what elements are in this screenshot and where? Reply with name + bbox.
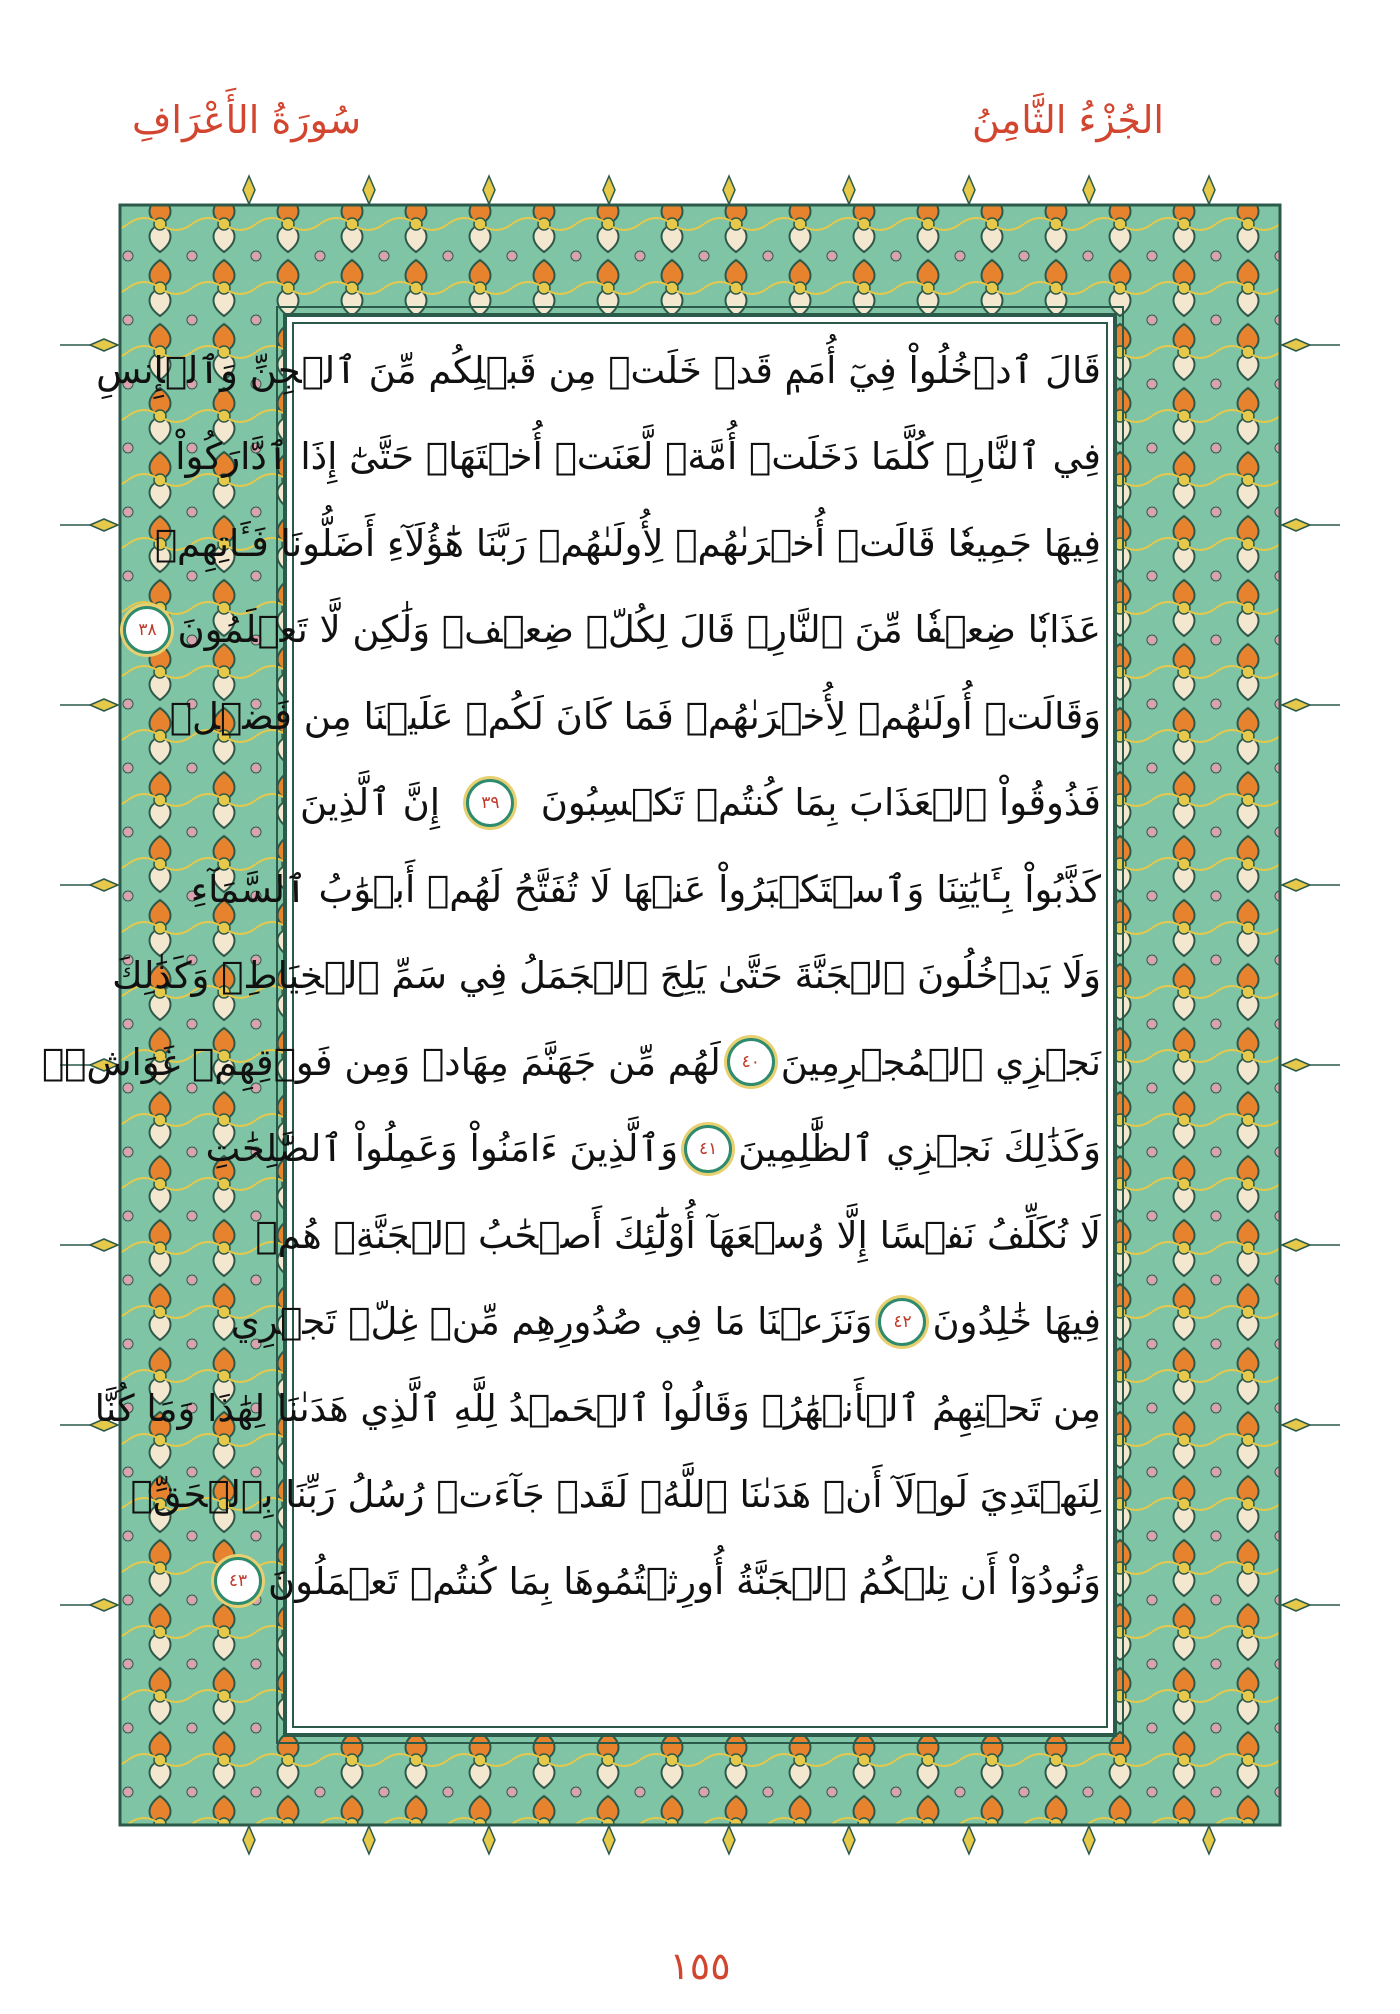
text-line-13	[94, 1365, 1101, 1452]
line-text: وَنَزَعۡنَا مَا فِي صُدُورِهِم مِّنۡ غِلّٖ تَجۡرِي	[230, 1300, 873, 1344]
line-text: وَلَا يَدۡخُلُونَ ٱلۡجَنَّةَ حَتَّىٰ يَلِجَ ٱلۡجَمَلُ فِي سَمِّ ٱلۡخِيَاطِۚ وَكَذَٰلِكَ	[112, 954, 1101, 998]
text-line-2	[175, 414, 1101, 501]
line-text: لِنَهۡتَدِيَ لَوۡلَآ أَنۡ هَدَىٰنَا ٱللَّهُۖ لَقَدۡ جَآءَتۡ رُسُلُ رَبِّنَا بِٱلۡحَقِّۖ	[130, 1473, 1101, 1517]
line-text: وَنُودُوٓاْ أَن تِلۡكُمُ ٱلۡجَنَّةُ أُورِثۡتُمُوهَا بِمَا كُنتُمۡ تَعۡمَلُونَ	[267, 1559, 1101, 1603]
verse-marker: ٤٢	[878, 1298, 926, 1346]
text-line-1	[96, 327, 1101, 414]
text-line-7	[190, 846, 1101, 933]
line-text: فِي ٱلنَّارِۖ كُلَّمَا دَخَلَتۡ أُمَّةٞ لَّعَنَتۡ أُخۡتَهَاۖ حَتَّىٰٓ إِذَا ٱدَّارَكُواْ	[175, 435, 1101, 479]
line-text: فَذُوقُواْ ٱلۡعَذَابَ بِمَا كُنتُمۡ تَكۡسِبُونَ	[540, 781, 1101, 825]
line-text: إِنَّ ٱلَّذِينَ	[300, 781, 441, 825]
line-text: لَا نُكَلِّفُ نَفۡسًا إِلَّا وُسۡعَهَآ أُوْلَٰٓئِكَ أَصۡحَٰبُ ٱلۡجَنَّةِۖ هُمۡ	[255, 1213, 1101, 1257]
juz-header: الجُزْءُ الثَّامِنُ	[971, 98, 1164, 142]
quran-text-block	[41, 327, 1105, 1723]
surah-header: سُورَةُ الأَعْرَافِ	[132, 98, 362, 142]
text-line-8	[112, 933, 1101, 1020]
text-line-6	[300, 760, 1101, 847]
line-text: وَقَالَتۡ أُولَىٰهُمۡ لِأُخۡرَىٰهُمۡ فَمَا كَانَ لَكُمۡ عَلَيۡنَا مِن فَضۡلٖ	[169, 694, 1101, 738]
text-line-3	[154, 500, 1101, 587]
text-line-4	[138, 587, 1101, 674]
text-line-15	[228, 1538, 1101, 1625]
page-number: ١٥٥	[669, 1944, 731, 1988]
line-text: مِن تَحۡتِهِمُ ٱلۡأَنۡهَٰرُۖ وَقَالُواْ ٱلۡحَمۡدُ لِلَّهِ ٱلَّذِي هَدَىٰنَا لِهَٰذَا وَمَا كُنَّا	[94, 1386, 1101, 1430]
line-text: كَذَّبُواْ بِـَٔايَٰتِنَا وَٱسۡتَكۡبَرُواْ عَنۡهَا لَا تُفَتَّحُ لَهُمۡ أَبۡوَٰبُ ٱلسَّمَآءِ	[190, 867, 1101, 911]
verse-marker: ٤٠	[727, 1038, 775, 1086]
text-line-5	[169, 673, 1101, 760]
verse-marker: ٣٩	[466, 779, 514, 827]
text-line-10	[205, 1106, 1101, 1193]
line-text: قَالَ ٱدۡخُلُواْ فِيٓ أُمَمٖ قَدۡ خَلَتۡ مِن قَبۡلِكُم مِّنَ ٱلۡجِنِّ وَٱلۡإِنسِ	[96, 348, 1101, 392]
line-text: وَكَذَٰلِكَ نَجۡزِي ٱلظَّٰلِمِينَ	[738, 1127, 1101, 1171]
line-text: نَجۡزِي ٱلۡمُجۡرِمِينَ	[780, 1040, 1101, 1084]
verse-marker: ٤٣	[214, 1557, 262, 1605]
text-line-12	[230, 1279, 1101, 1366]
verse-marker: ٤١	[684, 1125, 732, 1173]
text-line-11	[255, 1192, 1101, 1279]
line-text: فِيهَا جَمِيعٗا قَالَتۡ أُخۡرَىٰهُمۡ لِأُولَىٰهُمۡ رَبَّنَا هَٰٓؤُلَآءِ أَضَلُّونَا فَـَٔاتِهِمۡ	[154, 521, 1101, 565]
line-text: فِيهَا خَٰلِدُونَ	[932, 1300, 1101, 1344]
line-text: وَٱلَّذِينَ ءَامَنُواْ وَعَمِلُواْ ٱلصَّٰلِحَٰتِ	[205, 1127, 679, 1171]
line-text: لَهُم مِّن جَهَنَّمَ مِهَادٞ وَمِن فَوۡقِهِمۡ غَوَاشٖۚ	[41, 1040, 721, 1084]
verse-marker: ٣٨	[123, 606, 171, 654]
text-line-14	[130, 1452, 1101, 1539]
text-line-9	[41, 1019, 1101, 1106]
line-text: عَذَابٗا ضِعۡفٗا مِّنَ ٱلنَّارِۖ قَالَ لِكُلّٖ ضِعۡفٞ وَلَٰكِن لَّا تَعۡلَمُونَ	[177, 608, 1101, 652]
